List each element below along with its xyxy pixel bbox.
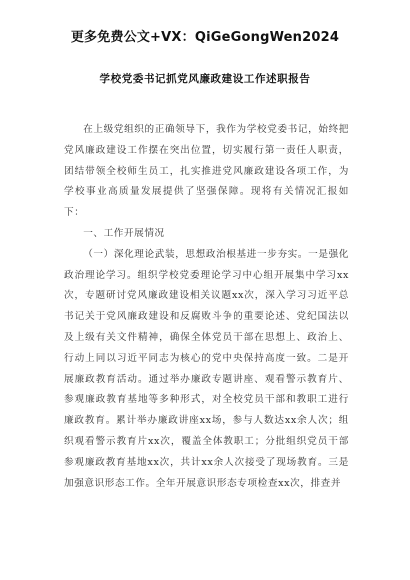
subsection-paragraph: （一）深化理论武装，思想政治根基进一步夯实。一是强化政治理论学习。组织学校党委理论学习中心组开展集中学习xx次，专题研讨党风廉政建设相关议题xx次，深入学习习近平总书记关于党风廉政建设和反腐败斗争的重要论述、党纪国法以及上级有关文件精神，确保全体党员干部在思想上、政治上、行动上同以习近平同志为核心的党中央保持高度一致。二是开展廉政教育活动。通过举办廉政专题讲座、观看警示教育片、参观廉政教育基地等多种形式，对全校党员干部和教职工进行廉政教育。累计举办廉政讲座xx场，参与人数达xx余人次；组织观看警示教育片xx次，覆盖全体教职工；分批组织党员干部参观廉政教育基地xx次，共计xx余人次接受了现场教育。三是加强意识形态工作。全年开展意识形态专项检查xx次，排查并 bbox=[64, 248, 349, 489]
document-body bbox=[64, 120, 349, 494]
document-title: 学校党委书记抓党风廉政建设工作述职报告 bbox=[99, 73, 311, 85]
intro-paragraph: 在上级党组织的正确领导下，我作为学校党委书记，始终把党风廉政建设工作摆在突出位置，切实履行第一责任人职责，团结带领全校师生员工，扎实推进党风廉政建设各项工作，为学校事业高质量发展提供了坚强保障。现将有关情况汇报如下： bbox=[64, 124, 349, 219]
watermark-text: 更多免费公文+VX：QiGeGongWen2024 bbox=[70, 30, 340, 45]
section-heading: 一、工作开展情况 bbox=[83, 227, 165, 239]
